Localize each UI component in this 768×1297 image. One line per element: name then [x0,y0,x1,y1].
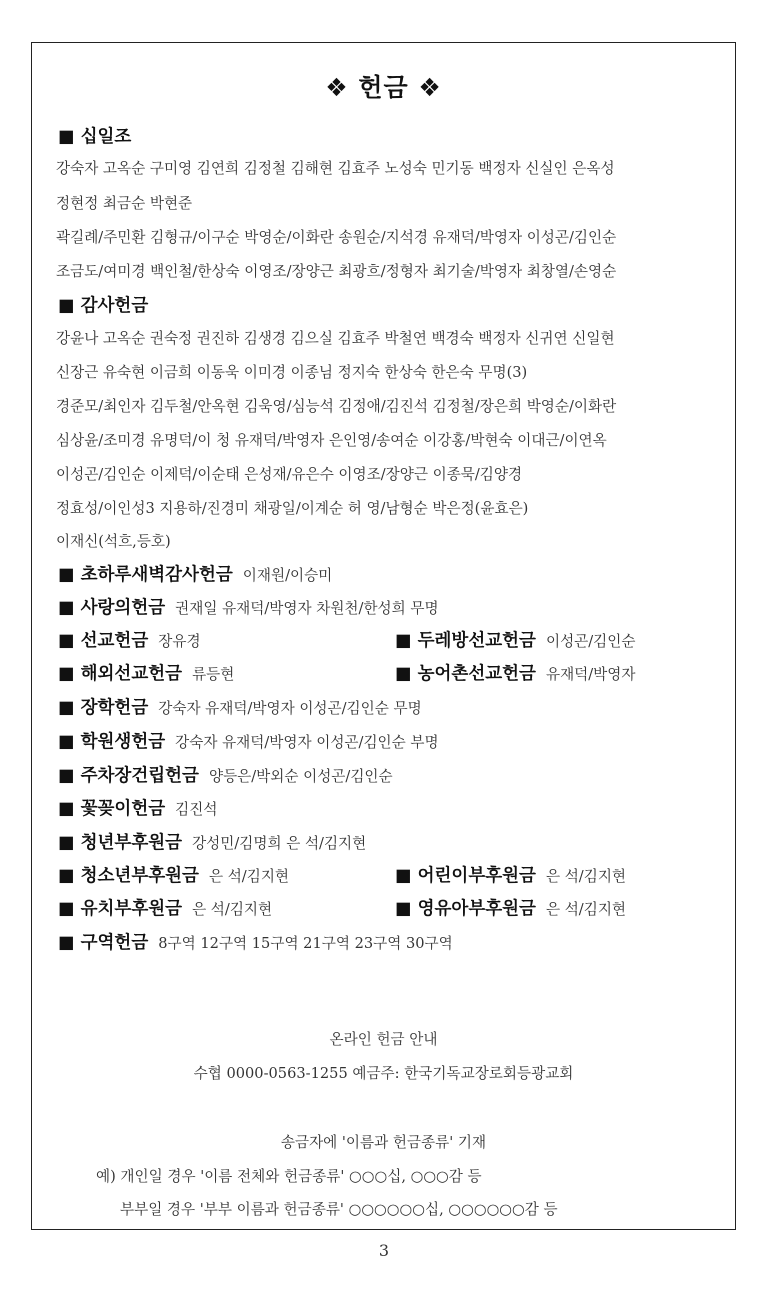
item-value: 이성곤/김인순 [545,633,636,650]
item-rural-mission [395,660,635,685]
item-value: 양등은/박외순 이성곤/김인순 [208,768,393,785]
item-label: ■ 학원생헌금 [58,732,166,752]
page-number: 3 [378,1241,390,1260]
item-label: ■ 청소년부후원금 [58,866,199,886]
item-durebang-mission [395,627,635,652]
item-label: ■ 주차장건립헌금 [58,766,199,786]
item-youth-support [58,829,366,854]
thanks-line-3: 경준모/최인자 김두철/안옥현 김욱영/심능석 김정애/김진석 김정철/장은희 박영순/이화란 [56,398,617,415]
item-value: 장유경 [158,633,201,650]
tithe-line-2: 정현정 최금순 박현준 [56,195,193,212]
item-label: ■ 유치부후원금 [58,899,183,919]
item-flower [58,795,217,820]
item-label: ■ 농어촌선교헌금 [395,664,536,684]
offering-frame [31,42,736,1230]
thanks-line-2: 신장근 유숙현 이금희 이동욱 이미경 이종님 정지숙 한상숙 한은숙 무명(3) [56,364,528,381]
item-overseas-mission [58,660,234,685]
item-label: ■ 청년부후원금 [58,833,183,853]
item-value: 이재원/이승미 [242,567,333,584]
item-label: ■ 장학헌금 [58,698,149,718]
item-value: 은 석/김지현 [192,901,273,918]
item-value: 강숙자 유재덕/박영자 이성곤/김인순 무명 [158,700,422,717]
item-parking [58,762,393,787]
thanks-line-6: 정효성/이인성3 지용하/진경미 채광일/이계순 허 영/남형순 박은정(윤효은) [56,500,529,517]
item-label: ■ 어린이부후원금 [395,866,536,886]
thanks-line-4: 심상윤/조미경 유명덕/이 청 유재덕/박영자 은인영/송여순 이강홍/박현숙 이대근/이연옥 [56,432,607,449]
item-value: 권재일 유재덕/박영자 차원천/한성희 무명 [175,600,439,617]
tithe-line-1: 강숙자 고옥순 구미영 김연희 김정철 김해현 김효주 노성숙 민기동 백정자 신실인 은옥성 [56,160,615,177]
item-label: ■ 구역헌금 [58,933,149,953]
item-label: ■ 초하루새벽감사헌금 [58,565,233,585]
thanks-line-7: 이재신(석흐,등호) [56,533,171,550]
item-label: ■ 선교헌금 [58,631,149,651]
thanks-line-5: 이성곤/김인순 이제덕/이순태 은성재/유은수 이영조/장양근 이종묵/김양경 [56,466,523,483]
item-value: 류등현 [192,666,235,683]
online-example-couple: 부부일 경우 '부부 이름과 헌금종류' ○○○○○○십, ○○○○○○감 등 [120,1201,558,1218]
item-value: 유재덕/박영자 [545,666,636,683]
online-example-individual: 예) 개인일 경우 '이름 전체와 헌금종류' ○○○십, ○○○감 등 [96,1168,482,1185]
item-value: 강숙자 유재덕/박영자 이성곤/김인순 부명 [175,734,439,751]
item-dawn-thanks [58,561,332,586]
item-label: ■ 사랑의헌금 [58,598,166,618]
tithe-line-4: 조금도/여미경 백인철/한상숙 이영조/장양근 최광흐/정형자 최기술/박영자 최창열/손영순 [56,263,617,280]
item-value: 강성민/김명희 은 석/김지현 [192,835,367,852]
item-value: 은 석/김지현 [208,868,290,885]
item-value: 은 석/김지현 [545,901,627,918]
item-teen-support [58,862,289,887]
item-value: 8구역 12구역 15구역 21구역 23구역 30구역 [158,935,453,952]
item-label: ■ 해외선교헌금 [58,664,183,684]
item-district [58,929,453,954]
item-label: ■ 두레방선교헌금 [395,631,536,651]
item-mission [58,627,201,652]
heading-tithe: ■ 십일조 [58,127,132,147]
item-children-support [395,862,626,887]
heading-thanks: ■ 감사헌금 [58,296,149,316]
item-scholarship [58,694,422,719]
tithe-line-3: 곽길례/주민환 김형규/이구순 박영순/이화란 송원순/지석경 유재덕/박영자 이성곤/김인순 [56,229,617,246]
item-value: 은 석/김지현 [545,868,627,885]
item-value: 김진석 [175,801,218,818]
online-title: 온라인 헌금 안내 [329,1031,438,1048]
item-love [58,594,439,619]
online-account: 수협 0000-0563-1255 예금주: 한국기독교장로회등광교회 [193,1065,574,1082]
item-infant-support [395,895,626,920]
item-label: ■ 꽃꽂이헌금 [58,799,166,819]
item-academy-student [58,728,439,753]
thanks-line-1: 강윤나 고옥순 권숙정 권진하 김생경 김으실 김효주 박철연 백경숙 백정자 신귀연 신일현 [56,330,615,347]
item-kindergarten-support [58,895,272,920]
online-note: 송금자에 '이름과 헌금종류' 기재 [280,1134,487,1151]
page-title: ❖ 헌금 ❖ [325,73,442,102]
item-label: ■ 영유아부후원금 [395,899,536,919]
